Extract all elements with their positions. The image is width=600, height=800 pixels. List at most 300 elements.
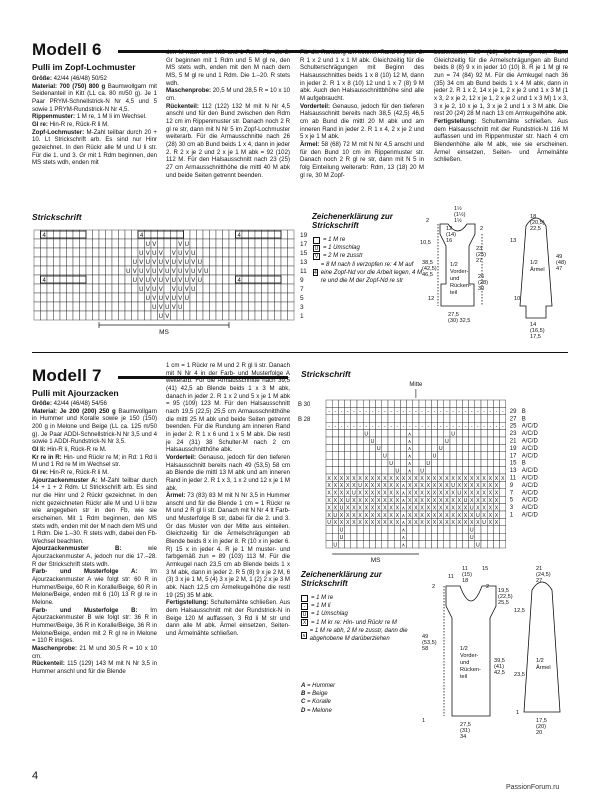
dimension-label: 1 (516, 710, 520, 716)
chart-symbol: X (432, 483, 437, 490)
chart-cell (268, 248, 275, 257)
chart-row-number: 5 (509, 497, 514, 504)
chart-cell (119, 275, 126, 284)
chart-cell (500, 518, 506, 525)
chart-cell (210, 248, 217, 257)
chart-symbol: X (370, 512, 375, 519)
chart-cell (34, 275, 41, 284)
model6-paragraph: Fertigstellung: Schulternähte schließen. Aus dem Halsausschnitt mit der Rundstrick-N 116 M auffassen und im Rippenmuster str. Nach 4 cm Blendenhöhe alle M abk, wie sie erscheinen. Ärmel einsetzen, Seiten- und Ärmelnähte schließen. (434, 117, 568, 164)
chart-cell (60, 293, 67, 302)
chart-cell (462, 430, 468, 437)
model6-paragraph: Für die Rundung am inneren Rand in jeder 2. R 1 x 2 und 1 x 1 M abk. Gleichzeitig für die Schulterschrägungen mit Beginn des Halsausschnittes beids 1 x 8 (10) 12 M, dann in jeder 2. R 1 x 8 (10) 12 und 1 x 7 (8) 9 M abk. Auch den Halsausschnittbhöhe sind alle M aufgebraucht. (300, 49, 424, 102)
chart-cell (34, 311, 41, 320)
chart-cell (487, 400, 493, 407)
piece-label: Ärmel (536, 665, 551, 671)
chart-symbol: - (452, 409, 454, 416)
chart-cell (475, 526, 481, 533)
chart-cell (481, 430, 487, 437)
chart-cell (369, 526, 375, 533)
chart-symbol: - (458, 409, 461, 416)
chart-symbol: - (464, 409, 467, 416)
chart-symbol: X (482, 490, 486, 497)
chart-cell (203, 311, 210, 320)
chart-cell (34, 248, 41, 257)
chart-symbol: X (426, 512, 431, 519)
chart-cell (444, 400, 450, 407)
chart-symbol: U (370, 438, 375, 445)
model6-column-4 (434, 49, 568, 199)
chart-cell (369, 415, 375, 422)
chart-symbol: X (445, 498, 449, 504)
chart-cell (275, 248, 282, 257)
chart-cell (431, 541, 437, 548)
chart-row-color: A/C/D (521, 475, 538, 482)
model6-title: Modell 6 (32, 40, 102, 59)
chart-cell (86, 275, 93, 284)
chart-cell (216, 257, 223, 266)
chart-row-color: A/C/D (521, 453, 538, 460)
chart-cell (80, 284, 87, 293)
chart-cell (388, 415, 394, 422)
chart-cell (288, 275, 295, 284)
chart-symbol: V (158, 287, 163, 293)
chart-cell (86, 293, 93, 302)
chart-symbol: - (365, 424, 368, 430)
chart-cell (363, 459, 369, 466)
chart-cell (351, 526, 357, 533)
chart-cell (493, 444, 499, 451)
model6-paragraph: Ärmel: 58 (68) 72 M mit N Nr 4,5 anschl und für den Bund 10 cm im Rippenmuster str. Danach noch 2 R gl re str, dann mit N 5 in folg Einteilung weiterarb: Rdm, 13 (18) 20 M gl re, 30 M Zopf- (300, 140, 424, 179)
chart-symbol: U (184, 278, 189, 284)
chart-cell (394, 415, 400, 422)
chart-cell (288, 293, 295, 302)
chart-cell (450, 467, 456, 474)
piece-label: teil (450, 290, 458, 296)
chart-symbol: - (346, 424, 349, 430)
chart-cell (431, 415, 437, 422)
chart-row-color: B (521, 460, 526, 467)
chart-cell (351, 430, 357, 437)
chart-cell (60, 311, 67, 320)
chart-cell (80, 239, 87, 248)
chart-cell (493, 533, 499, 540)
piece-label: und (450, 276, 460, 282)
chart-cell (203, 239, 210, 248)
chart-symbol: U (178, 251, 183, 257)
chart-symbol: - (483, 424, 485, 430)
chart-cell (93, 293, 100, 302)
chart-cell (223, 284, 230, 293)
chart-symbol: X (364, 498, 369, 504)
chart-cell (431, 459, 437, 466)
chart-symbol: X (457, 520, 462, 527)
dimension-label: 39,5 (494, 658, 505, 664)
chart-cell (487, 415, 493, 422)
chart-symbol: - (421, 409, 423, 416)
chart-cell (400, 415, 406, 422)
dimension-label: 12,5 (514, 608, 525, 614)
chart-cell (407, 415, 413, 422)
dimension-label: 23,5 (514, 672, 525, 678)
chart-cell (47, 248, 54, 257)
chart-symbol: X (333, 505, 338, 512)
chart-symbol: X (426, 490, 431, 497)
dimension-label: 19,5 (498, 588, 509, 594)
chart-cell (268, 257, 275, 266)
chart-cell (382, 430, 388, 437)
chart-symbol: X (432, 505, 437, 512)
chart-cell (288, 302, 295, 311)
chart-cell (275, 266, 282, 275)
chart-symbol: ∧ (401, 527, 406, 534)
chart-symbol: X (345, 512, 350, 519)
chart-symbol: - (415, 424, 417, 430)
chart-cell (332, 400, 338, 407)
chart-cell (376, 526, 382, 533)
chart-cell (388, 452, 394, 459)
chart-cell (369, 467, 375, 474)
chart-symbol: V (145, 269, 150, 275)
chart-cell (223, 293, 230, 302)
chart-symbol: X (445, 483, 449, 490)
chart-cell (332, 437, 338, 444)
legend-entry (301, 594, 423, 602)
chart-cell (332, 452, 338, 459)
chart-cell (493, 526, 499, 533)
chart-cell (500, 481, 506, 488)
chart-symbol: V (152, 296, 157, 302)
chart-symbol: X (476, 475, 480, 482)
chart-symbol: X (383, 520, 387, 527)
legend-text: = 1 M li (311, 603, 331, 610)
chart-symbol: X (327, 498, 331, 504)
chart-cell (419, 415, 425, 422)
chart-row-color: A/C/D (521, 468, 538, 475)
chart-symbol: U (463, 498, 468, 504)
chart-symbol: X (327, 483, 331, 490)
chart-symbol: ∧ (401, 512, 406, 519)
chart-cell (332, 415, 338, 422)
chart-row-number: 15 (300, 250, 308, 257)
chart-cell (119, 311, 126, 320)
chart-cell (462, 533, 468, 540)
dimension-label: (30) 32,5 (448, 318, 471, 324)
chart-symbol: X (345, 475, 350, 482)
chart-cell (47, 302, 54, 311)
dimension-label: (20) (536, 724, 546, 730)
chart-cell (54, 266, 61, 275)
chart-symbol: X (376, 505, 381, 512)
chart-cell (216, 230, 223, 239)
chart-symbol: X (327, 475, 331, 482)
chart-symbol: U (358, 483, 362, 490)
site-watermark: PassionForum.ru (506, 784, 560, 791)
chart-symbol: X (476, 483, 480, 490)
legend-symbol: - (301, 603, 308, 610)
chart-cell (369, 452, 375, 459)
chart-symbol: V (171, 287, 176, 293)
chart-cell (338, 459, 344, 466)
model7-paragraph: Ajourzackenmuster A: M-Zahl teilbar durch 14 + 1 + 2 Rdm. Lt Strickschrift arb. Es sind nur die Hinr und 2 Rückr gezeichnet. In den nicht gezeichneten Rückr alle M und U li bzw wie angegeben str in den Fb, wie sie erscheinen. Mit 1 Rdm beginnen, den MS stets wdh, enden mit der M nach dem MS und 1 Rdm. Die 1.–30. R stets wdh, dabei den Fb-Wechsel beachten. (32, 476, 157, 545)
chart-symbol: X (339, 512, 344, 519)
chart-cell (184, 311, 191, 320)
dimension-label: 16 (446, 238, 453, 244)
chart-symbol: - (396, 424, 399, 430)
chart-cell (431, 533, 437, 540)
chart-symbol: V (165, 278, 170, 284)
chart-symbol: V (171, 269, 176, 275)
chart-cell (54, 257, 61, 266)
cable-marker-label: 4 (140, 233, 144, 239)
chart-symbol: X (395, 498, 400, 504)
chart-cell (41, 266, 48, 275)
chart-symbol: X (426, 498, 431, 504)
chart-symbol: X (463, 490, 468, 497)
chart-symbol: X (345, 483, 350, 490)
chart-cell (345, 452, 351, 459)
chart-symbol: V (165, 296, 170, 302)
chart-cell (112, 230, 119, 239)
chart-cell (262, 266, 269, 275)
chart-cell (73, 248, 80, 257)
chart-symbol: U (139, 251, 144, 257)
chart-cell (41, 239, 48, 248)
chart-cell (444, 452, 450, 459)
chart-symbol: X (494, 520, 499, 527)
chart-cell (419, 541, 425, 548)
chart-cell (60, 284, 67, 293)
chart-cell (338, 437, 344, 444)
chart-cell (229, 239, 236, 248)
chart-cell (326, 459, 332, 466)
chart-cell (138, 302, 145, 311)
chart-symbol: X (339, 498, 344, 504)
dimension-label: 27,5 (460, 722, 471, 728)
chart-symbol: X (432, 475, 437, 482)
model7-legend (301, 594, 423, 643)
chart-cell (112, 239, 119, 248)
chart-cell (47, 239, 54, 248)
legend-text: = 2 M re zusstr (323, 253, 363, 260)
model6-column-3 (300, 49, 424, 210)
legend-entry (313, 261, 425, 286)
chart-cell (413, 430, 419, 437)
dimension-label: (25) (476, 252, 486, 258)
chart-symbol: X (426, 475, 431, 482)
model7-paragraph: Material: Je 200 (200) 250 g Baumwollgarn in Hummer und Koralle sowie je 150 (150) 200 g in Melone und Beige (LL ca. 125 m/50 g). Je Paar ADDI-Schnellstrick-N Nr 3,5 und 4 sowie 1 ADDI-Rundstrick-N Nr 3,5. (32, 407, 157, 446)
legend-text: = 8 M nach li verzopfen re: 4 M auf eine Zopf-Nd vor die Arbeit legen, 4 M re und die M der Zopf-Nd re str (320, 261, 422, 285)
chart-symbol: X (376, 512, 381, 519)
dimension-label: (24,5) (536, 572, 551, 578)
chart-symbol: X (494, 483, 499, 490)
chart-cell (255, 257, 262, 266)
chart-cell (242, 266, 249, 275)
chart-left-row-label: B 28 (298, 416, 311, 423)
page-number: 4 (32, 770, 39, 782)
chart-cell (255, 284, 262, 293)
legend-entry (301, 627, 423, 643)
chart-cell (400, 437, 406, 444)
chart-cell (326, 415, 332, 422)
chart-cell (281, 284, 288, 293)
chart-row-color: A/C/D (521, 505, 538, 512)
chart-cell (369, 533, 375, 540)
chart-cell (431, 444, 437, 451)
chart-cell (34, 302, 41, 311)
dimension-label: 1½ (454, 206, 462, 212)
chart-cell (216, 275, 223, 284)
chart-cell (119, 248, 126, 257)
chart-cell (345, 400, 351, 407)
chart-cell (475, 452, 481, 459)
chart-symbol: X (364, 475, 369, 482)
model6-paragraph: Vorderteil: Genauso, jedoch für den tieferen Halsausschnitt bereits nach 38,5 (42,5) 46,5 cm ab Bund die mittl 20 M abk und am inneren Rand in jeder 2. R 1 x 4, 2 x je 2 und 5 x je 1 M abk. (300, 102, 424, 141)
chart-symbol: ∧ (401, 520, 406, 527)
chart-symbol: V (152, 278, 157, 284)
chart-symbol: X (389, 483, 393, 490)
color-key-entry (301, 682, 381, 690)
chart-symbol: X (482, 498, 486, 504)
chart-symbol: X (358, 512, 362, 519)
chart-cell (500, 467, 506, 474)
chart-symbol: X (438, 520, 443, 527)
chart-symbol: - (353, 409, 355, 416)
chart-cell (400, 467, 406, 474)
chart-symbol: U (152, 287, 157, 293)
chart-cell (456, 400, 462, 407)
chart-cell (73, 311, 80, 320)
chart-cell (132, 248, 139, 257)
chart-cell (171, 239, 178, 248)
chart-symbol: V (197, 269, 202, 275)
chart-cell (255, 311, 262, 320)
chart-cell (487, 467, 493, 474)
chart-cell (73, 293, 80, 302)
chart-row-number: 9 (509, 482, 514, 489)
chart-symbol: - (353, 424, 355, 430)
chart-cell (363, 452, 369, 459)
chart-symbol: X (327, 512, 331, 519)
model7-paragraph: Kr re in R: Hin- und Rückr re M; in Rd: 1 Rd li M und 1 Rd re M im Wechsel str. (32, 453, 157, 469)
chart-cell (500, 400, 506, 407)
chart-symbol: U (476, 512, 480, 519)
chart-symbol: - (408, 424, 411, 430)
color-key-text: = Beige (305, 691, 328, 698)
chart-cell (281, 311, 288, 320)
chart-cell (338, 452, 344, 459)
chart-symbol: X (401, 475, 406, 482)
chart-cell (249, 284, 256, 293)
chart-cell (407, 533, 413, 540)
chart-symbol: - (340, 424, 343, 430)
chart-cell (119, 284, 126, 293)
chart-cell (419, 444, 425, 451)
chart-cell (388, 437, 394, 444)
chart-cell (197, 311, 204, 320)
chart-cell (456, 444, 462, 451)
chart-symbol: ∧ (407, 431, 412, 438)
chart-symbol: ∧ (401, 535, 406, 541)
chart-cell (351, 415, 357, 422)
chart-cell (54, 248, 61, 257)
model7-subtitle: Pulli mit Ajourzacken (32, 388, 119, 398)
dimension-label: 23 (476, 246, 483, 252)
chart-row-number: 5 (300, 295, 304, 302)
chart-cell (34, 239, 41, 248)
chart-symbol: X (463, 505, 468, 512)
chart-cell (249, 248, 256, 257)
chart-cell (99, 275, 106, 284)
chart-cell (419, 430, 425, 437)
chart-symbol: X (383, 498, 387, 504)
chart-cell (119, 257, 126, 266)
model6-paragraph: Zopf-Lochmuster: M-Zahl teilbar durch 20 + 10. Lt Strickschrift arb. Es sind nur Hinr gezeichnet. In den Rückr alle M und U li str. Für die 1. und 3. Gr mit 1 Rdm beginnen, den MS stets wdh, enden mit (32, 128, 157, 167)
chart-cell (450, 452, 456, 459)
chart-cell (345, 533, 351, 540)
chart-cell (73, 257, 80, 266)
chart-cell (326, 400, 332, 407)
chart-cell (382, 444, 388, 451)
dimension-label: (48) (556, 260, 566, 266)
chart-symbol: U (420, 468, 424, 475)
chart-cell (444, 526, 450, 533)
legend-symbol: X (302, 620, 307, 627)
chart-symbol: X (352, 498, 356, 504)
chart-symbol: X (494, 490, 499, 497)
chart-cell (376, 452, 382, 459)
chart-symbol: X (438, 483, 443, 490)
chart-cell (86, 311, 93, 320)
chart-cell (493, 541, 499, 548)
chart-cell (119, 230, 126, 239)
color-key-entry (301, 698, 381, 706)
model7-column-1 (32, 400, 157, 756)
chart-symbol: - (458, 424, 461, 430)
chart-symbol: X (358, 505, 362, 512)
chart-cell (106, 275, 113, 284)
chart-cell (345, 437, 351, 444)
dimension-label: (1½) (454, 212, 466, 218)
chart-cell (86, 230, 93, 239)
chart-cell (487, 459, 493, 466)
legend-entry (313, 252, 425, 260)
chart-symbol: U (178, 269, 183, 275)
chart-cell (67, 266, 74, 275)
chart-cell (216, 266, 223, 275)
chart-symbol: X (358, 475, 362, 482)
chart-symbol: V (158, 269, 163, 275)
chart-symbol: U (438, 446, 443, 453)
chart-symbol: U (389, 461, 393, 467)
chart-cell (450, 437, 456, 444)
chart-cell (332, 533, 338, 540)
chart-cell (216, 284, 223, 293)
chart-cell (145, 302, 152, 311)
chart-symbol: X (500, 475, 505, 482)
chart-cell (138, 311, 145, 320)
model6-paragraph: Maschenprobe: 20,5 M und 28,5 R = 10 x 10 cm. (166, 87, 290, 102)
chart-cell (203, 293, 210, 302)
chart-symbol: X (345, 520, 350, 527)
chart-cell (132, 293, 139, 302)
chart-row-color: A/C/D (521, 512, 538, 519)
chart-row-color: A/C/D (521, 482, 538, 489)
chart-cell (338, 430, 344, 437)
chart-cell (132, 230, 139, 239)
chart-symbol: - (390, 409, 392, 416)
chart-cell (106, 230, 113, 239)
chart-cell (60, 257, 67, 266)
